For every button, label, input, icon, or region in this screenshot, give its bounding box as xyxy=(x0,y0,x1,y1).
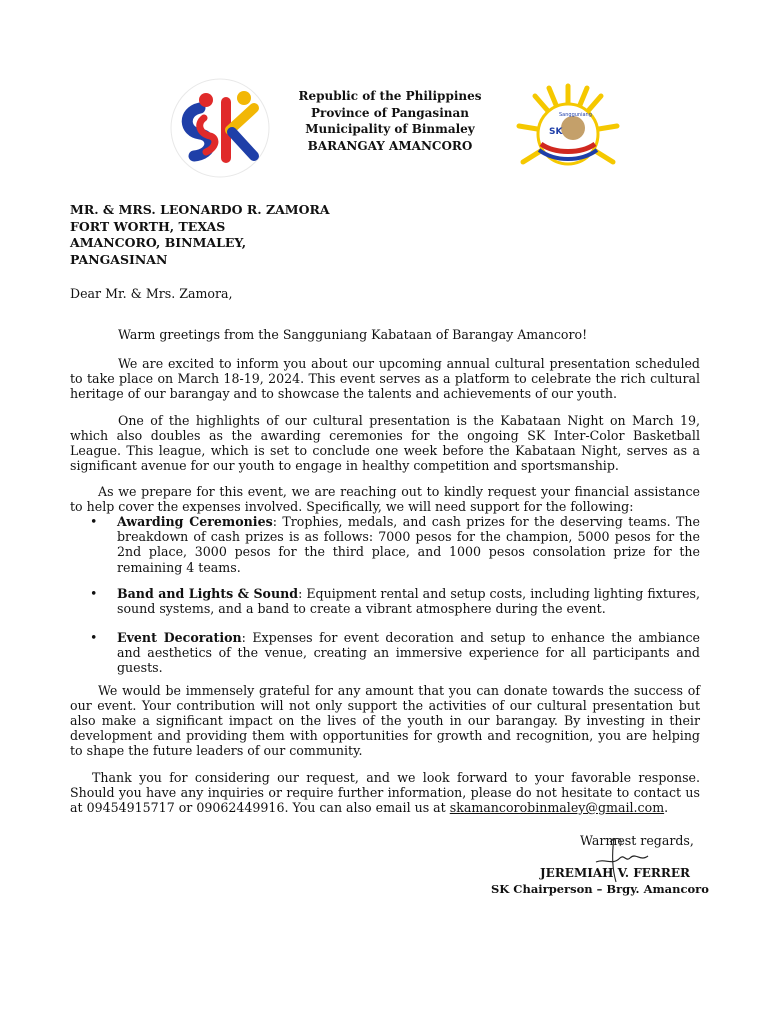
bullet-text: : Equipment rental and setup costs, including lighting fixtures, sound systems, and a band to create a vibrant atmosphere during the event. xyxy=(117,586,701,617)
paragraph-request: As we prepare for this event, we are reaching out to kindly request your financial assistance to help cover the expenses involved. Specifically, we will need support for the following: xyxy=(70,483,700,514)
paragraph-gratitude: We would be immensely grateful for any amount that you can donate towards the success of our event. Your contribution will not only support the activities of our cultural presentation but also make a significant impact on the lives of the youth in our barangay. By investing in their development and providing them with opportunities for growth and recognition, you are helping to shape the future leaders of our community. xyxy=(70,682,700,759)
paragraph-event: We are excited to inform you about our upcoming annual cultural presentation scheduled to take place on March 18-19, 2024. This event serves as a platform to celebrate the rich cultural heritage of our barangay and to showcase the talents and achievements of our youth. xyxy=(70,355,700,401)
bullet-title: Band and Lights & Sound xyxy=(117,586,299,601)
recipient-city: FORT WORTH, TEXAS xyxy=(70,218,226,234)
recipient-address xyxy=(70,202,330,268)
recipient-municipality: AMANCORO, BINMALEY, xyxy=(70,235,247,250)
recipient-province: PANGASINAN xyxy=(70,251,168,267)
bullet-item xyxy=(70,630,700,676)
paragraph-greeting: Warm greetings from the Sangguniang Kabataan of Barangay Amancoro! xyxy=(118,326,588,342)
bullet-dot: • xyxy=(90,586,98,601)
contact-text: Thank you for considering our request, and we look forward to your favorable response. Should you have any inquiries or require further information, please do not hesitate to contact us at 09454915717 or 09062449916. You can also email us at xyxy=(70,769,700,815)
bullet-dot: • xyxy=(90,514,98,529)
svg-text:Sangguniang: Sangguniang xyxy=(559,112,592,118)
closing: Warmest regards, xyxy=(580,833,694,848)
bullet-title: Event Decoration xyxy=(117,630,242,645)
bullet-title: Awarding Ceremonies xyxy=(117,514,273,529)
bullet-dot: • xyxy=(90,630,98,645)
email-link[interactable]: skamancorobinmaley@gmail.com xyxy=(449,800,665,815)
sk-kabataan-seal xyxy=(515,82,621,186)
bullet-text: : Expenses for event decoration and setup to enhance the ambiance and aesthetics of the venue, creating an immersive experience for all participants and guests. xyxy=(117,630,700,676)
paragraph-highlights: One of the highlights of our cultural presentation is the Kabataan Night on March 19, which also doubles as the awarding ceremonies for the ongoing SK Inter-Color Basketball League. This league, which is set to conclude one week before the Kabataan Night, serves as a significant avenue for our youth to engage in healthy competition and sportsmanship. xyxy=(70,412,700,474)
paragraph-contact xyxy=(70,770,700,816)
signer-name: JEREMIAH V. FERRER xyxy=(540,866,690,880)
sk-logo xyxy=(170,78,270,178)
recipient-name: MR. & MRS. LEONARDO R. ZAMORA xyxy=(70,202,330,217)
letterhead-municipality: Municipality of Binmaley xyxy=(305,122,475,136)
contact-end: . xyxy=(664,800,669,815)
bullet-item xyxy=(70,514,700,575)
letterhead-country: Republic of the Philippines xyxy=(298,89,482,103)
signer-role: SK Chairperson – Brgy. Amancoro xyxy=(491,882,709,896)
letterhead xyxy=(270,88,510,154)
letterhead-province: Province of Pangasinan xyxy=(311,105,469,120)
svg-text:SK: SK xyxy=(549,127,563,137)
bullet-item xyxy=(70,586,700,616)
bullet-text: : Trophies, medals, and cash prizes for the deserving teams. The breakdown of cash prizes is as follows: 7000 pesos for the champion, 5000 pesos for the 2nd place, 3000 pesos for the third place, and 1000 pesos consolation prize for the remaining 4 teams. xyxy=(117,514,700,575)
letterhead-barangay: BARANGAY AMANCORO xyxy=(307,138,473,153)
salutation: Dear Mr. & Mrs. Zamora, xyxy=(70,286,233,301)
